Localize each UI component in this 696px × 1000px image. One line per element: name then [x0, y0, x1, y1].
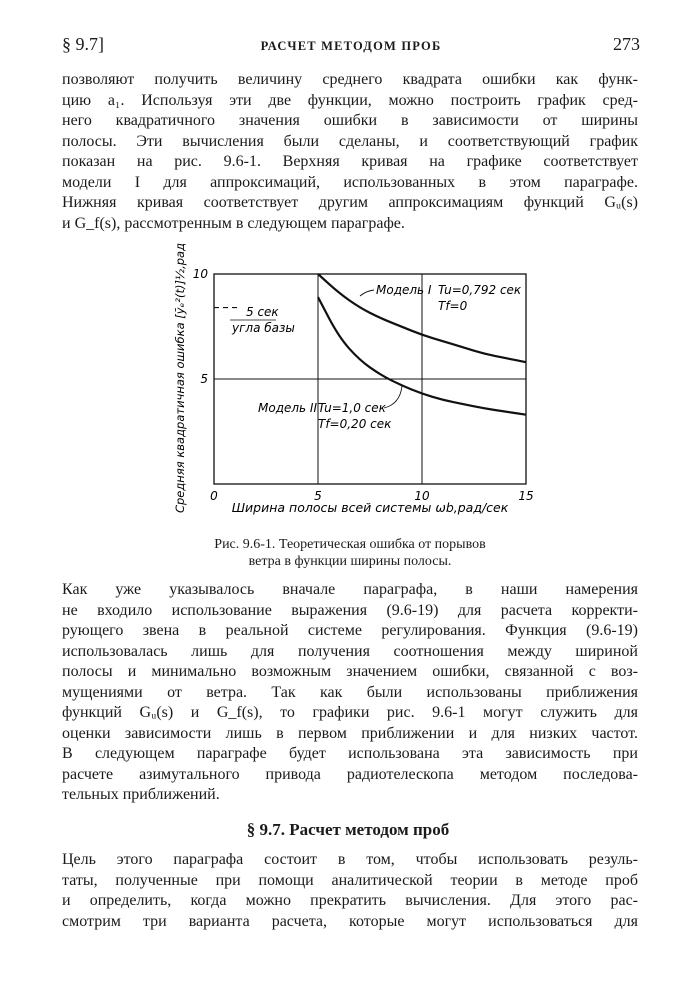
- annotation-base-angle: угла базы: [232, 321, 295, 335]
- y-tick-label: 10: [192, 267, 208, 281]
- x-tick-label: 5: [314, 489, 322, 503]
- model2-tu: Tu=1,0 сек: [318, 401, 386, 415]
- text-line: Нижняя кривая соответствует другим аппроксимациям функций Gᵤ(s): [62, 194, 638, 211]
- x-tick-label: 15: [518, 489, 534, 503]
- running-header: [62, 34, 640, 58]
- model1-label: Модель I: [376, 283, 432, 297]
- text-line: Как уже указывалось вначале параграфа, в наши намерения: [62, 581, 638, 598]
- paragraph-2: [62, 580, 638, 806]
- x-tick-label: 10: [414, 489, 430, 503]
- model1-tu: Tu=0,792 сек: [438, 283, 522, 297]
- text-line: В следующем параграфе будет использована эта зависимость при: [62, 745, 638, 762]
- caption-line: Рис. 9.6-1. Теоретическая ошибка от порывов: [214, 537, 486, 552]
- text-line: не входило использование выражения (9.6-19) для расчета корректи-: [62, 601, 638, 619]
- annotation-5sec: 5 сек: [246, 305, 279, 319]
- text-line: использовалась лишь для получения соотношения между шириной: [62, 642, 638, 660]
- error-vs-bandwidth-chart: [170, 236, 534, 536]
- running-title: РАСЧЕТ МЕТОДОМ ПРОБ: [260, 39, 442, 53]
- text-line: Цель этого параграфа состоит в том, чтобы использовать резуль-: [62, 851, 638, 868]
- text-line: цию a₁. Используя эти две функции, можно построить график сред-: [62, 91, 638, 109]
- caption-line: ветра в функции ширины полосы.: [248, 554, 452, 569]
- model2-tf: Tf=0,20 сек: [318, 417, 392, 431]
- figure-caption: [150, 536, 550, 570]
- text-line: мущениями от ветра. Так как были использованы приближения: [62, 683, 638, 701]
- text-line: оценки зависимости лишь в первом приближении и для низких частот.: [62, 724, 638, 742]
- model1-tf: Tf=0: [438, 299, 468, 313]
- x-axis-label: Ширина полосы всей системы ωb,рад/сек: [231, 500, 509, 515]
- tick-labels: [193, 267, 534, 503]
- paragraph-1: [62, 70, 638, 234]
- section-ref: § 9.7]: [62, 34, 104, 54]
- text-line: тельных приближений.: [62, 786, 220, 803]
- text-line: смотрим три варианта расчета, которые могут использоваться для: [62, 912, 638, 930]
- text-line: модели I для аппроксимаций, использованных в этом параграфе.: [62, 173, 638, 191]
- text-line: него квадратичного значения ошибки в зависимости от ширины: [62, 112, 638, 129]
- text-line: расчете азимутального привода радиотелескопа методом последова-: [62, 765, 638, 783]
- paragraph-3: [62, 850, 638, 932]
- text-line: полосы и минимально возможным значением ошибки, связанной с воз-: [62, 663, 638, 680]
- model2-label: Модель II: [258, 401, 318, 415]
- text-line: функций Gᵤ(s) и G_f(s), то графики рис. 9.6-1 могут служить для: [62, 704, 638, 721]
- text-line: и определить, когда можно прекратить вычисления. Для этого рас-: [62, 892, 638, 909]
- text-line: позволяют получить величину среднего квадрата ошибки как функ-: [62, 71, 638, 88]
- text-line: показан на рис. 9.6-1. Верхняя кривая на графике соответствует: [62, 153, 638, 170]
- text-line: полосы. Эти вычисления были сделаны, и соответствующий график: [62, 132, 638, 150]
- y-axis-label: Средняя квадратичная ошибка [ȳₑ²(t)]½,рад: [173, 242, 187, 514]
- x-tick-label: 0: [210, 489, 218, 503]
- text-line: и G_f(s), рассмотренным в следующем параграфе.: [62, 214, 405, 232]
- section-heading: § 9.7. Расчет методом проб: [246, 820, 450, 839]
- model1-leader: [360, 290, 374, 296]
- text-line: таты, полученные при помощи аналитической теории в методе проб: [62, 871, 638, 889]
- figure-9-6-1: [170, 236, 534, 536]
- y-tick-label: 5: [200, 372, 208, 386]
- model2-leader: [384, 386, 402, 408]
- page-number: 273: [613, 34, 640, 54]
- text-line: рующего звена в реальной системе регулирования. Функция (9.6-19): [62, 622, 638, 639]
